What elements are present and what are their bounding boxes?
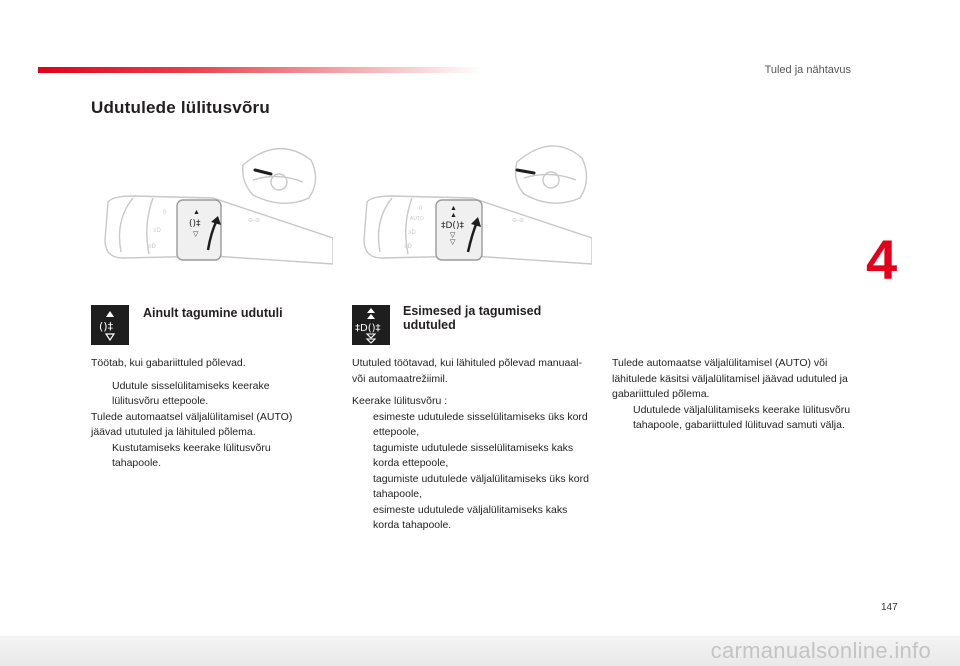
list-item: Udutulede väljalülitamiseks keerake lülitusvõru tahapoole, gabariittuled lülituvad samuti välja. [612,403,860,434]
svg-text:▽: ▽ [450,232,456,239]
watermark-text: carmanualsonline.info [710,638,931,663]
auto-label-right: AUTO [410,216,424,222]
bullet-marker [91,379,112,410]
auto-off-text: Tulede automaatse väljalülitamisel (AUTO) või lähitulede käsitsi väljalülitamisel jäävad udutuled ja gabariittuled põlema. [612,357,848,400]
bullet-marker [352,410,373,441]
list-item: esimeste udutulede väljalülitamiseks kaks korda tahapoole. [352,503,592,534]
auto-off-note [612,356,860,434]
header-accent-bar [38,67,483,73]
section-title: Tuled ja nähtavus [764,64,851,76]
list-item: Udutule sisselülitamiseks keerake lülitusvõru ettepoole. [91,379,299,410]
bullet-marker [352,472,373,503]
svg-text:‡D()‡: ‡D()‡ [441,221,464,231]
svg-text:▲: ▲ [450,212,457,219]
svg-text:0: 0 [419,206,423,212]
rear-fog-intro: Töötab, kui gabariittuled põlevad. [91,357,246,369]
svg-text:⊖-⊖: ⊖-⊖ [248,218,261,224]
rear-fog-text [91,356,299,472]
rear-fog-title: Ainult tagumine udutuli [143,306,283,320]
svg-text:▽: ▽ [193,231,199,238]
list-item: Kustutamiseks keerake lülitusvõru tahapoole. [91,441,299,472]
bullet-marker [612,403,633,434]
svg-text:≡D: ≡D [404,244,412,250]
svg-text:≡D: ≡D [408,230,416,236]
front-rear-intro: Ututuled töötavad, kui lähituled põlevad manuaal- või automaatrežiimil. [352,357,582,385]
front-rear-fog-title: Esimesed ja tagumised udutuled [403,304,542,332]
svg-text:0: 0 [163,210,167,216]
svg-text:▽: ▽ [450,239,456,246]
page-number: 147 [881,602,898,613]
svg-text:()‡: ()‡ [189,219,201,229]
chapter-number: 4 [866,228,898,291]
bullet-marker [352,441,373,472]
illustration-rear-fog-switch [93,140,333,270]
front-and-rear-fog-light-icon [352,305,390,345]
bullet-marker [91,441,112,472]
rear-fog-note: Tulede automaatsel väljalülitamisel (AUTO) jäävad ututuled ja lähituled põlema. [91,410,293,438]
front-rear-fog-text [352,356,592,534]
bullet-marker [352,503,373,534]
rear-fog-light-icon [91,305,129,345]
svg-text:()‡: ()‡ [99,320,114,333]
page-heading: Udutulede lülitusvõru [91,98,270,117]
svg-text:‡D()‡: ‡D()‡ [355,323,381,334]
svg-text:▲: ▲ [450,205,457,212]
list-item: tagumiste udutulede sisselülitamiseks kaks korda ettepoole, [352,441,592,472]
front-rear-lead: Keerake lülitusvõru : [352,395,448,407]
list-item: esimeste udutulede sisselülitamiseks üks kord ettepoole, [352,410,592,441]
illustration-front-rear-fog-switch [352,140,592,270]
svg-text:▲: ▲ [193,209,200,216]
list-item: tagumiste udutulede väljalülitamiseks üks kord tahapoole, [352,472,592,503]
footer-watermark-bar [0,636,960,666]
svg-text:≡D: ≡D [153,228,161,234]
svg-text:≡D: ≡D [148,244,156,250]
svg-text:⊖-⊖: ⊖-⊖ [512,218,525,224]
